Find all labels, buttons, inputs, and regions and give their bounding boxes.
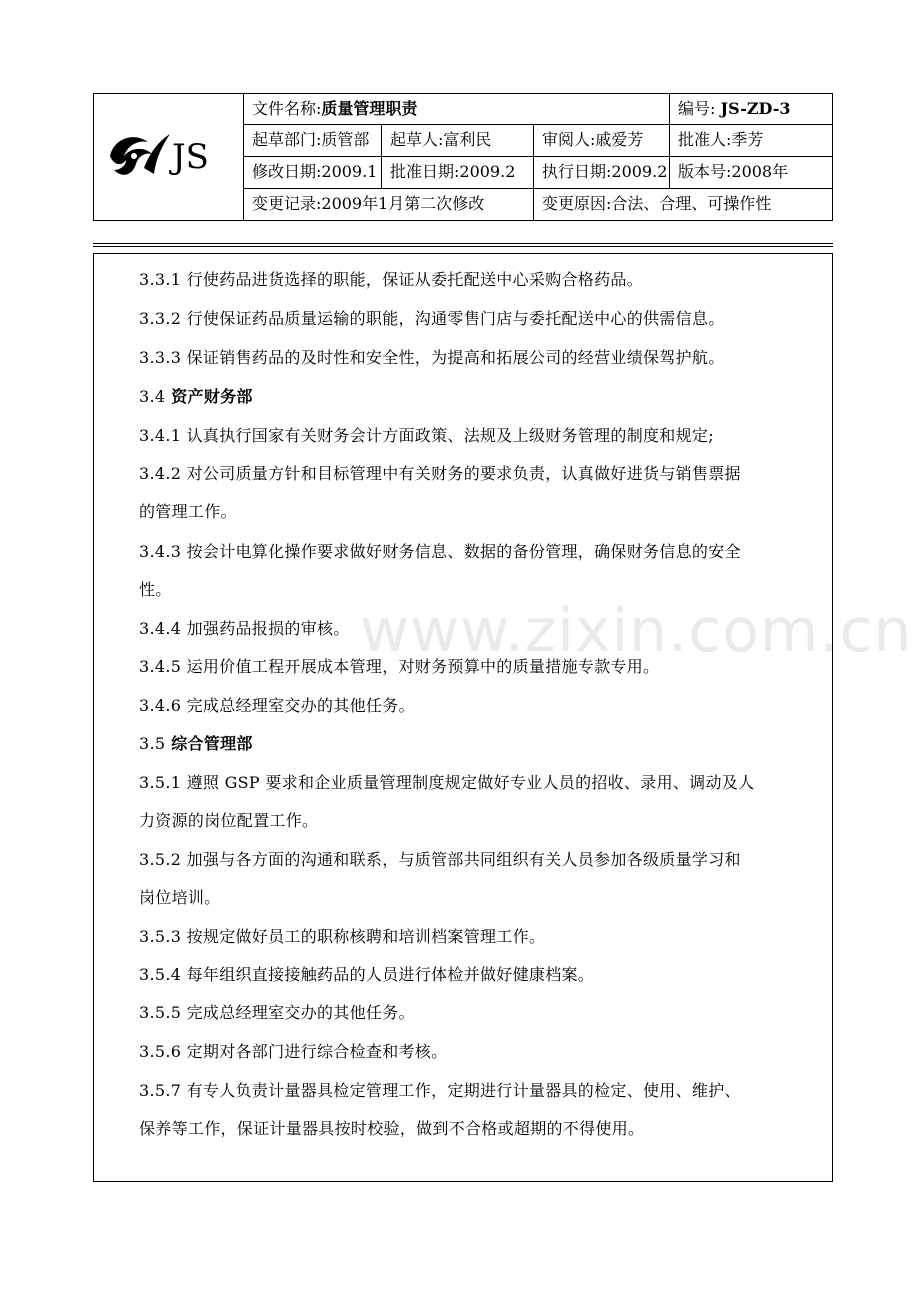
header-divider-line-thin	[93, 246, 833, 247]
revise-date-cell: 修改日期:2009.1	[244, 157, 382, 189]
approve-date-cell: 批准日期:2009.2	[382, 157, 534, 189]
change-reason-cell: 变更原因:合法、合理、可操作性	[542, 194, 772, 213]
paragraph-3-5-1-line2: 力资源的岗位配置工作。	[139, 811, 319, 830]
file-name-cell	[244, 94, 670, 125]
doc-number-cell	[670, 94, 832, 125]
paragraph-3-3-1: 3.3.1 行使药品进货选择的职能，保证从委托配送中心采购合格药品。	[139, 270, 643, 289]
paragraph-3-4-1: 3.4.1 认真执行国家有关财务会计方面政策、法规及上级财务管理的制度和规定;	[139, 426, 714, 445]
paragraph-3-4-2-line1: 3.4.2 对公司质量方针和目标管理中有关财务的要求负责，认真做好进货与销售票据	[139, 464, 741, 483]
bird-logo-icon	[104, 116, 234, 196]
content-box	[93, 253, 833, 1182]
paragraph-3-5-6: 3.5.6 定期对各部门进行综合检查和考核。	[139, 1042, 448, 1061]
paragraph-3-5-1-line1: 3.5.1 遵照 GSP 要求和企业质量管理制度规定做好专业人员的招收、录用、调动及人	[139, 773, 755, 792]
document-header-table	[93, 93, 833, 221]
paragraph-3-5-2-line1: 3.5.2 加强与各方面的沟通和联系，与质管部共同组织有关人员参加各级质量学习和	[139, 850, 741, 869]
section-number: 3.5	[139, 734, 166, 753]
paragraph-3-5-5: 3.5.5 完成总经理室交办的其他任务。	[139, 1003, 415, 1022]
file-name-label: 文件名称:	[252, 99, 322, 118]
paragraph-3-4-5: 3.4.5 运用价值工程开展成本管理，对财务预算中的质量措施专款专用。	[139, 657, 660, 676]
paragraph-3-5-2-line2: 岗位培训。	[139, 888, 221, 907]
paragraph-3-4-6: 3.4.6 完成总经理室交办的其他任务。	[139, 696, 415, 715]
company-logo	[94, 94, 244, 220]
doc-number-value: JS-ZD-3	[720, 99, 791, 118]
paragraph-3-4-3-line1: 3.4.3 按会计电算化操作要求做好财务信息、数据的备份管理，确保财务信息的安全	[139, 542, 741, 561]
file-name-value: 质量管理职责	[321, 99, 418, 118]
execution-date-cell: 执行日期:2009.2	[534, 157, 670, 189]
paragraph-3-4-4: 3.4.4 加强药品报损的审核。	[139, 619, 350, 638]
drafter-cell: 起草人:富利民	[382, 125, 534, 157]
watermark-text: www.zixin.com.cn	[360, 596, 913, 666]
draft-department-cell: 起草部门:质管部	[244, 125, 382, 157]
section-heading-3-5	[139, 725, 819, 762]
paragraph-3-5-3: 3.5.3 按规定做好员工的职称核聘和培训档案管理工作。	[139, 927, 546, 946]
doc-number-label: 编号:	[678, 99, 716, 118]
paragraph-3-5-7-line2: 保养等工作，保证计量器具按时校验，做到不合格或超期的不得使用。	[139, 1119, 645, 1138]
paragraph-3-3-2: 3.3.2 行使保证药品质量运输的职能，沟通零售门店与委托配送中心的供需信息。	[139, 309, 725, 328]
section-number: 3.4	[139, 387, 166, 406]
section-title: 资产财务部	[171, 387, 253, 406]
approver-cell: 批准人:季芳	[670, 125, 832, 157]
header-divider-line	[93, 243, 833, 244]
logo-text: JS	[172, 137, 209, 177]
version-cell: 版本号:2008年	[670, 157, 832, 189]
change-record-cell: 变更记录:2009年1月第二次修改	[244, 189, 534, 220]
section-heading-3-4	[139, 378, 819, 415]
paragraph-3-4-3-line2: 性。	[139, 580, 172, 599]
paragraph-3-4-2-line2: 的管理工作。	[139, 502, 237, 521]
paragraph-3-5-7-line1: 3.5.7 有专人负责计量器具检定管理工作，定期进行计量器具的检定、使用、维护、	[139, 1081, 741, 1100]
paragraph-3-5-4: 3.5.4 每年组织直接接触药品的人员进行体检并做好健康档案。	[139, 965, 595, 984]
reviewer-cell: 审阅人:戚爱芳	[534, 125, 670, 157]
paragraph-3-3-3: 3.3.3 保证销售药品的及时性和安全性，为提高和拓展公司的经营业绩保驾护航。	[139, 348, 725, 367]
section-title: 综合管理部	[171, 734, 253, 753]
